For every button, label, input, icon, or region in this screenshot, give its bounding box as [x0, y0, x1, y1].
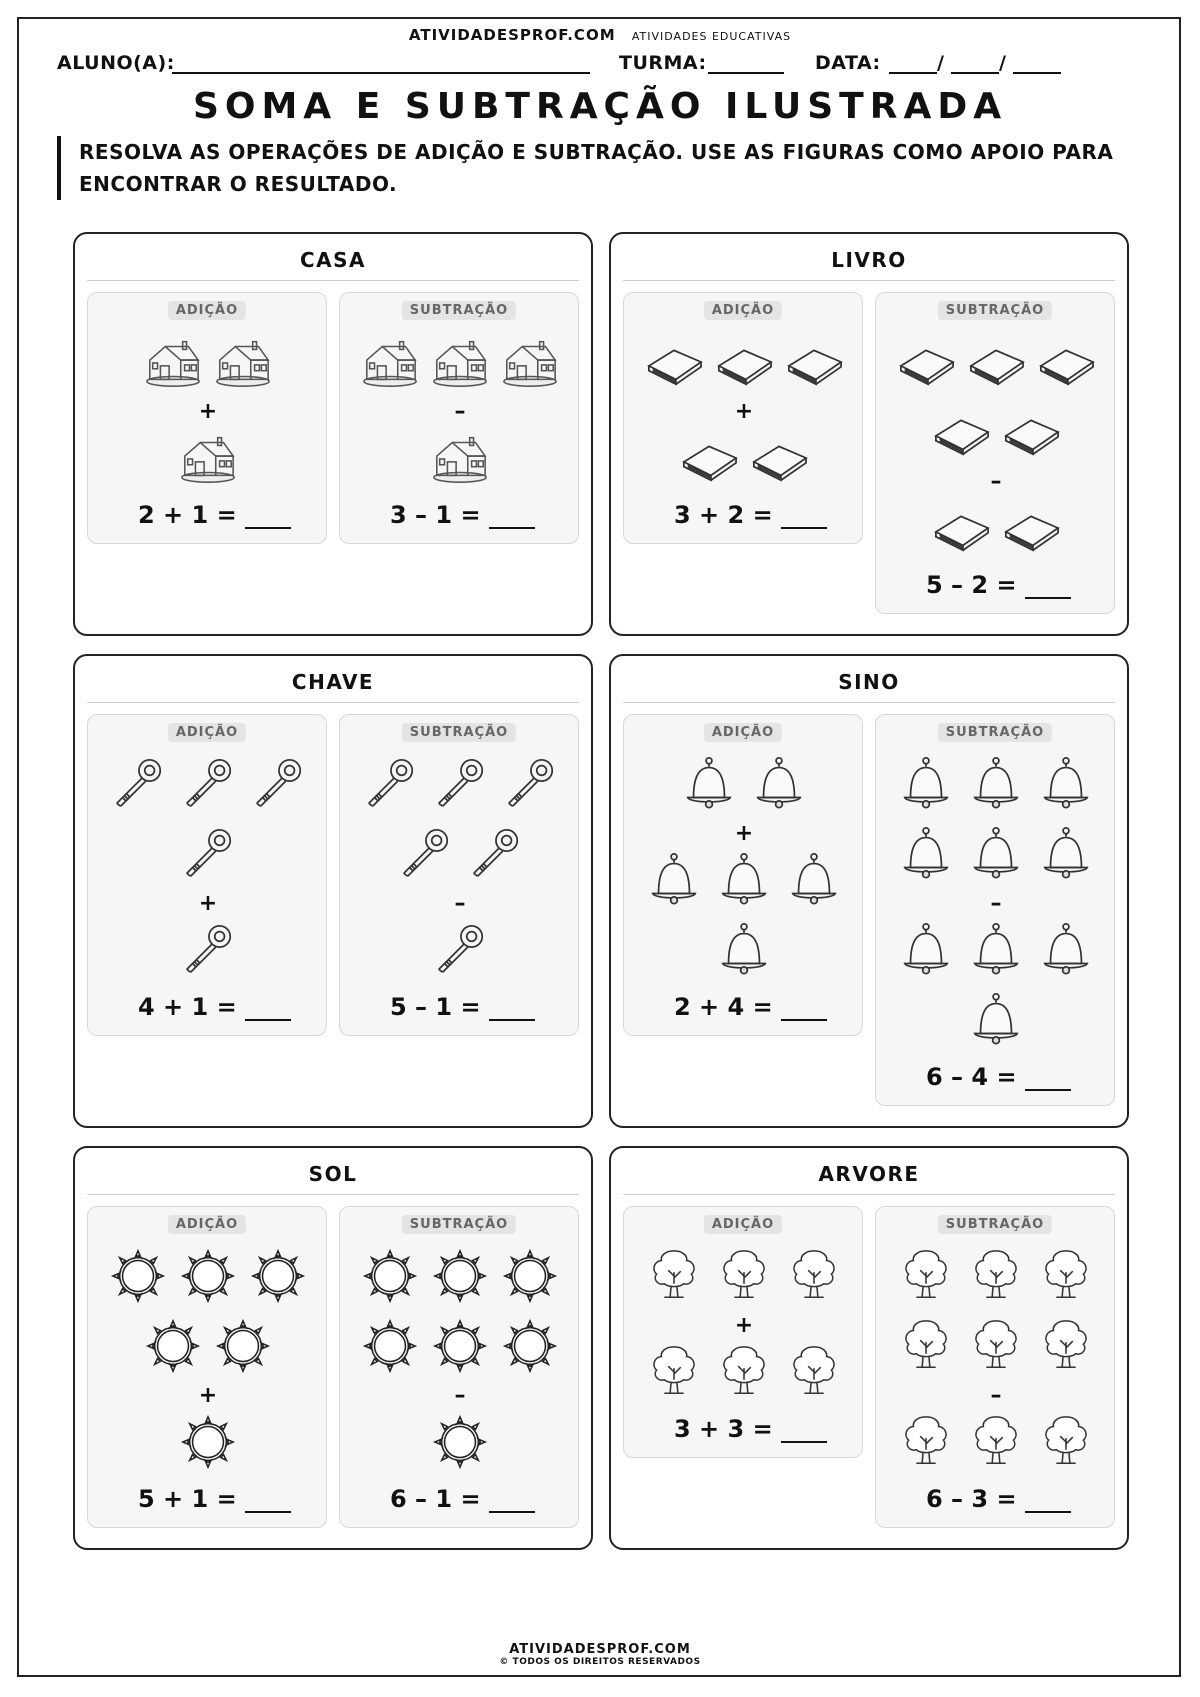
- equation-text: 6 – 4 =: [926, 1063, 1017, 1091]
- book-icon: [715, 333, 773, 391]
- sun-icon: [249, 1247, 307, 1305]
- date-year-field[interactable]: [1013, 52, 1061, 74]
- addition-panel: [623, 292, 863, 544]
- bell-icon: [967, 991, 1025, 1049]
- operation-label: ADIÇÃO: [168, 1215, 246, 1234]
- answer-blank[interactable]: [489, 505, 535, 529]
- book-icon: [1002, 403, 1060, 461]
- minus-sign: –: [990, 469, 1002, 494]
- exercise-card-chave: [73, 654, 593, 1128]
- tree-icon: [897, 1317, 955, 1375]
- answer-blank[interactable]: [1025, 1067, 1071, 1091]
- operation-label: SUBTRAÇÃO: [402, 301, 516, 320]
- date-day-field[interactable]: [889, 52, 937, 74]
- minus-sign: –: [454, 1383, 466, 1408]
- bell-icon: [1037, 755, 1095, 813]
- date-month-field[interactable]: [951, 52, 999, 74]
- sun-icon: [144, 1317, 202, 1375]
- equation: [390, 993, 535, 1021]
- equation-text: 2 + 4 =: [674, 993, 773, 1021]
- turma-field[interactable]: [708, 52, 784, 74]
- house-icon: [361, 333, 419, 391]
- book-icon: [785, 333, 843, 391]
- date-sep-2: /: [999, 52, 1007, 74]
- subtraction-panel: [339, 1206, 579, 1528]
- student-fields: [57, 52, 1147, 82]
- key-icon: [249, 755, 307, 813]
- plus-sign: +: [734, 821, 754, 846]
- addition-panel: [87, 1206, 327, 1528]
- minus-sign: –: [454, 399, 466, 424]
- book-icon: [897, 333, 955, 391]
- site-name: ATIVIDADESPROF.COM: [408, 26, 616, 44]
- sun-icon: [431, 1317, 489, 1375]
- key-icon: [179, 921, 237, 979]
- tree-icon: [715, 1343, 773, 1401]
- key-icon: [501, 755, 559, 813]
- plus-sign: +: [198, 399, 218, 424]
- answer-blank[interactable]: [781, 1419, 827, 1443]
- equation-text: 3 – 1 =: [390, 501, 481, 529]
- footer-site: ATIVIDADESPROF.COM: [509, 1642, 691, 1657]
- addition-panel: [623, 1206, 863, 1458]
- tree-icon: [1037, 1413, 1095, 1471]
- card-title: CASA: [87, 246, 579, 281]
- answer-blank[interactable]: [781, 505, 827, 529]
- sun-icon: [361, 1247, 419, 1305]
- equation: [390, 501, 535, 529]
- tree-icon: [715, 1247, 773, 1305]
- equation: [926, 1063, 1071, 1091]
- operation-label: SUBTRAÇÃO: [938, 723, 1052, 742]
- bell-icon: [897, 825, 955, 883]
- book-icon: [1002, 499, 1060, 557]
- key-icon: [361, 755, 419, 813]
- subtraction-panel: [875, 1206, 1115, 1528]
- equation: [674, 501, 827, 529]
- addition-panel: [87, 292, 327, 544]
- bell-icon: [1037, 921, 1095, 979]
- house-icon: [179, 429, 237, 487]
- book-icon: [1037, 333, 1095, 391]
- exercise-card-casa: [73, 232, 593, 636]
- card-title: ARVORE: [623, 1160, 1115, 1195]
- house-icon: [501, 333, 559, 391]
- tree-icon: [785, 1247, 843, 1305]
- sun-icon: [501, 1317, 559, 1375]
- sun-icon: [361, 1317, 419, 1375]
- aluno-label: ALUNO(A):: [57, 52, 175, 74]
- bell-icon: [750, 755, 808, 813]
- operation-label: ADIÇÃO: [704, 1215, 782, 1234]
- tree-icon: [967, 1413, 1025, 1471]
- bell-icon: [715, 851, 773, 909]
- card-title: SINO: [623, 668, 1115, 703]
- equation-text: 6 – 3 =: [926, 1485, 1017, 1513]
- equation: [674, 1415, 827, 1443]
- bell-icon: [967, 921, 1025, 979]
- equation-text: 5 + 1 =: [138, 1485, 237, 1513]
- tree-icon: [897, 1413, 955, 1471]
- equation: [390, 1485, 535, 1513]
- tree-icon: [897, 1247, 955, 1305]
- tree-icon: [1037, 1317, 1095, 1375]
- equation-text: 3 + 2 =: [674, 501, 773, 529]
- exercise-card-sino: [609, 654, 1129, 1128]
- key-icon: [466, 825, 524, 883]
- book-icon: [680, 429, 738, 487]
- equation-text: 4 + 1 =: [138, 993, 237, 1021]
- sun-icon: [109, 1247, 167, 1305]
- operation-label: ADIÇÃO: [704, 723, 782, 742]
- card-title: LIVRO: [623, 246, 1115, 281]
- operation-label: ADIÇÃO: [704, 301, 782, 320]
- operation-label: SUBTRAÇÃO: [402, 723, 516, 742]
- answer-blank[interactable]: [781, 997, 827, 1021]
- operation-label: SUBTRAÇÃO: [938, 301, 1052, 320]
- sun-icon: [179, 1413, 237, 1471]
- key-icon: [431, 755, 489, 813]
- plus-sign: +: [734, 399, 754, 424]
- bell-icon: [1037, 825, 1095, 883]
- book-icon: [932, 499, 990, 557]
- exercise-card-livro: [609, 232, 1129, 636]
- answer-blank[interactable]: [489, 1489, 535, 1513]
- book-icon: [932, 403, 990, 461]
- page-title: SOMA E SUBTRAÇÃO ILUSTRADA: [192, 86, 1008, 127]
- exercise-card-arvore: [609, 1146, 1129, 1550]
- sun-icon: [431, 1247, 489, 1305]
- equation-text: 2 + 1 =: [138, 501, 237, 529]
- sun-icon: [179, 1247, 237, 1305]
- minus-sign: –: [454, 891, 466, 916]
- subtraction-panel: [339, 714, 579, 1036]
- bell-icon: [785, 851, 843, 909]
- site-subtitle: ATIVIDADES EDUCATIVAS: [631, 30, 792, 43]
- subtraction-panel: [875, 714, 1115, 1106]
- sun-icon: [431, 1413, 489, 1471]
- answer-blank[interactable]: [245, 1489, 291, 1513]
- plus-sign: +: [734, 1313, 754, 1338]
- equation: [138, 1485, 291, 1513]
- tree-icon: [645, 1343, 703, 1401]
- minus-sign: –: [990, 1383, 1002, 1408]
- book-icon: [967, 333, 1025, 391]
- card-title: CHAVE: [87, 668, 579, 703]
- bell-icon: [680, 755, 738, 813]
- book-icon: [750, 429, 808, 487]
- operation-label: SUBTRAÇÃO: [402, 1215, 516, 1234]
- tree-icon: [967, 1317, 1025, 1375]
- operation-label: SUBTRAÇÃO: [938, 1215, 1052, 1234]
- footer-rights: © TODOS OS DIREITOS RESERVADOS: [499, 1657, 701, 1667]
- equation-text: 3 + 3 =: [674, 1415, 773, 1443]
- operation-label: ADIÇÃO: [168, 301, 246, 320]
- sun-icon: [214, 1317, 272, 1375]
- answer-blank[interactable]: [1025, 1489, 1071, 1513]
- site-header: [0, 26, 1200, 44]
- book-icon: [645, 333, 703, 391]
- footer: [0, 1642, 1200, 1667]
- instructions: RESOLVA AS OPERAÇÕES DE ADIÇÃO E SUBTRAÇÃO. USE AS FIGURAS COMO APOIO PARA ENCONTRAR O RESULTADO.: [57, 136, 1159, 200]
- bell-icon: [967, 825, 1025, 883]
- answer-blank[interactable]: [489, 997, 535, 1021]
- operation-label: ADIÇÃO: [168, 723, 246, 742]
- addition-panel: [87, 714, 327, 1036]
- card-title: SOL: [87, 1160, 579, 1195]
- date-sep-1: /: [937, 52, 945, 74]
- exercise-card-sol: [73, 1146, 593, 1550]
- addition-panel: [623, 714, 863, 1036]
- bell-icon: [645, 851, 703, 909]
- plus-sign: +: [198, 1383, 218, 1408]
- equation-text: 5 – 1 =: [390, 993, 481, 1021]
- bell-icon: [897, 755, 955, 813]
- equation: [926, 1485, 1071, 1513]
- plus-sign: +: [198, 891, 218, 916]
- house-icon: [431, 429, 489, 487]
- equation: [674, 993, 827, 1021]
- tree-icon: [967, 1247, 1025, 1305]
- data-label: DATA:: [815, 52, 881, 74]
- tree-icon: [1037, 1247, 1095, 1305]
- tree-icon: [785, 1343, 843, 1401]
- equation-text: 6 – 1 =: [390, 1485, 481, 1513]
- answer-blank[interactable]: [245, 997, 291, 1021]
- sun-icon: [501, 1247, 559, 1305]
- subtraction-panel: [875, 292, 1115, 614]
- house-icon: [144, 333, 202, 391]
- answer-blank[interactable]: [1025, 575, 1071, 599]
- bell-icon: [967, 755, 1025, 813]
- answer-blank[interactable]: [245, 505, 291, 529]
- key-icon: [109, 755, 167, 813]
- minus-sign: –: [990, 891, 1002, 916]
- house-icon: [214, 333, 272, 391]
- aluno-field[interactable]: [172, 52, 590, 74]
- key-icon: [179, 825, 237, 883]
- equation: [138, 501, 291, 529]
- turma-label: TURMA:: [619, 52, 707, 74]
- tree-icon: [645, 1247, 703, 1305]
- bell-icon: [897, 921, 955, 979]
- bell-icon: [715, 921, 773, 979]
- key-icon: [431, 921, 489, 979]
- key-icon: [179, 755, 237, 813]
- subtraction-panel: [339, 292, 579, 544]
- house-icon: [431, 333, 489, 391]
- key-icon: [396, 825, 454, 883]
- equation-text: 5 – 2 =: [926, 571, 1017, 599]
- equation: [138, 993, 291, 1021]
- equation: [926, 571, 1071, 599]
